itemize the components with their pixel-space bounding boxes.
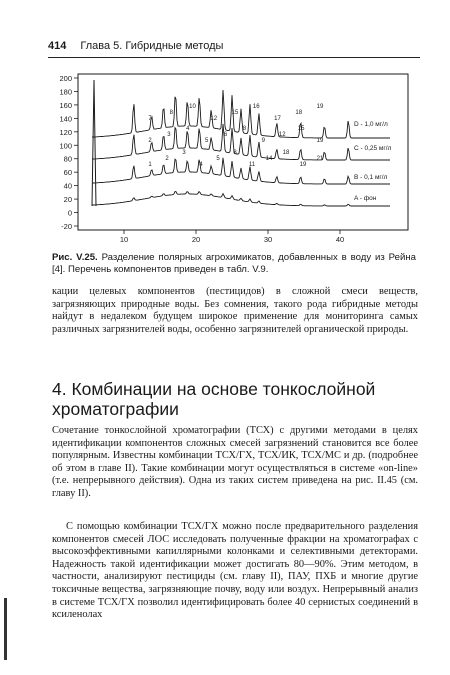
trace-label: B - 0,1 мг/л [354, 174, 388, 181]
peak-label-c: 12 [278, 132, 286, 138]
caption-text: Разделение полярных агрохимикатов, добавленных в воду из Рейна [4]. Перечень компонентов приведен в табл. V.9. [52, 252, 416, 275]
y-tick-label: 0 [67, 208, 72, 218]
trace-label: A - фон [354, 195, 377, 202]
y-tick-label: 140 [59, 114, 72, 124]
peak-label-c: 8 [242, 126, 247, 132]
caption-label: Рис. V.25. [52, 252, 98, 263]
peak-label-b: 19 [299, 162, 307, 168]
x-tick-label: 10 [119, 235, 129, 244]
peak-label-d: 16 [252, 104, 260, 110]
y-tick-label: 160 [59, 100, 72, 110]
peak-label-c: 5 [204, 138, 209, 144]
peak-label-b: 8 [233, 150, 237, 156]
section-heading: 4. Комбинации на основе тонкослойной хроматографии [52, 379, 376, 419]
solvent-peak [92, 80, 96, 206]
trace-label: D - 1,0 мг/л [354, 121, 388, 128]
paragraph-tlc-gc: С помощью комбинации ТСХ/ГХ можно после предварительного разделения компонентов смесей ЛОС исследовать полученные фракции на хроматографах с высокоэффективными капиллярными колонками и селективными детекторами. Надежность такой идентификации может достигать 80—90%. Этим методом, в частности, анализируют пестициды (см. главу II), ПАУ, ПХБ и многие другие токсичные вещества, загрязняющие почву, воду или воздух. Непрерывный анализ в системе ТСХ/ГХ позволил идентифицировать более 40 сернистых соединений в ксиленолах [52, 521, 418, 621]
peak-label-c: 3 [167, 132, 171, 138]
peak-label-d: 7 [148, 116, 152, 122]
y-tick-label: 20 [63, 195, 72, 205]
peak-label-b: 4 [199, 162, 203, 168]
peak-label-d: 19 [316, 104, 324, 110]
paragraph-tlc-intro: Сочетание тонкослойной хроматографии (ТСХ) с другими методами в целях идентификации компонентов сложных смесей загрязнений становится все более популярным. Известны комбинации ТСХ/ГХ, ТСХ/ИК, ТСХ/МС и др. (подробнее об этом в главе II). Такие комбинации могут осуществляться в системе «on-line» (т.е. непрерывного действия). Одна из таких систем приведена на рис. II.45 (см. главу II). [52, 425, 418, 499]
x-tick-label: 40 [335, 235, 345, 244]
y-tick-label: 40 [63, 181, 72, 191]
peak-label-b: 18 [282, 150, 290, 156]
chromatogram-trace [92, 90, 390, 138]
margin-mark [4, 598, 7, 660]
y-tick-label: 120 [59, 127, 72, 137]
peak-label-d: 10 [189, 104, 196, 110]
peak-label-c: 6 [223, 132, 228, 138]
peak-label-d: 18 [295, 110, 303, 116]
y-tick-label: 60 [63, 168, 72, 178]
page-number: 414 [48, 40, 67, 52]
peak-label-b: 11 [248, 162, 256, 168]
peak-label-b: 21 [316, 156, 324, 162]
peak-label-d: 8 [169, 110, 173, 116]
peak-label-c: 2 [148, 138, 152, 144]
peak-label-b: 14 [265, 156, 273, 162]
peak-label-d: 17 [274, 116, 281, 122]
chapter-title: Глава 5. Гибридные методы [80, 40, 224, 52]
running-head [48, 40, 418, 52]
y-tick-label: 180 [59, 87, 72, 97]
chromatogram-trace [92, 124, 390, 160]
header-rule [48, 57, 420, 58]
y-tick-label: 200 [59, 74, 72, 83]
peak-label-c: 4 [186, 126, 190, 132]
peak-label-b: 5 [216, 156, 220, 162]
peak-label-c: 15 [297, 126, 305, 132]
peak-label-b: 1 [148, 162, 152, 168]
chromatogram-trace [92, 158, 390, 184]
x-tick-label: 30 [263, 235, 273, 244]
y-tick-label: 100 [59, 141, 72, 151]
x-tick-label: 20 [191, 235, 201, 244]
chromatogram-trace [92, 192, 390, 207]
trace-label: C - 0,25 мг/л [354, 145, 392, 152]
figure-caption [52, 252, 416, 276]
y-tick-label: -20 [61, 222, 72, 231]
chromatogram-svg [40, 60, 425, 250]
paragraph-continuation: кации целевых компонентов (пестицидов) в сложной смеси веществ, загрязняющих природные воды. Без сомнения, такого рода гибридные методы найдут в недалеком будущем широкое применение для мониторинга самых различных загрязнителей воды, особенно загрязнителей органической природы. [52, 286, 418, 335]
peak-label-b: 2 [165, 156, 169, 162]
peak-label-d: 15 [231, 110, 239, 116]
peak-label-b: 3 [182, 150, 186, 156]
chromatogram-figure [40, 60, 425, 250]
peak-label-c: 19 [316, 138, 324, 144]
y-tick-label: 80 [63, 154, 72, 164]
peak-label-d: 12 [210, 116, 218, 122]
peak-label-c: 9 [261, 138, 266, 144]
